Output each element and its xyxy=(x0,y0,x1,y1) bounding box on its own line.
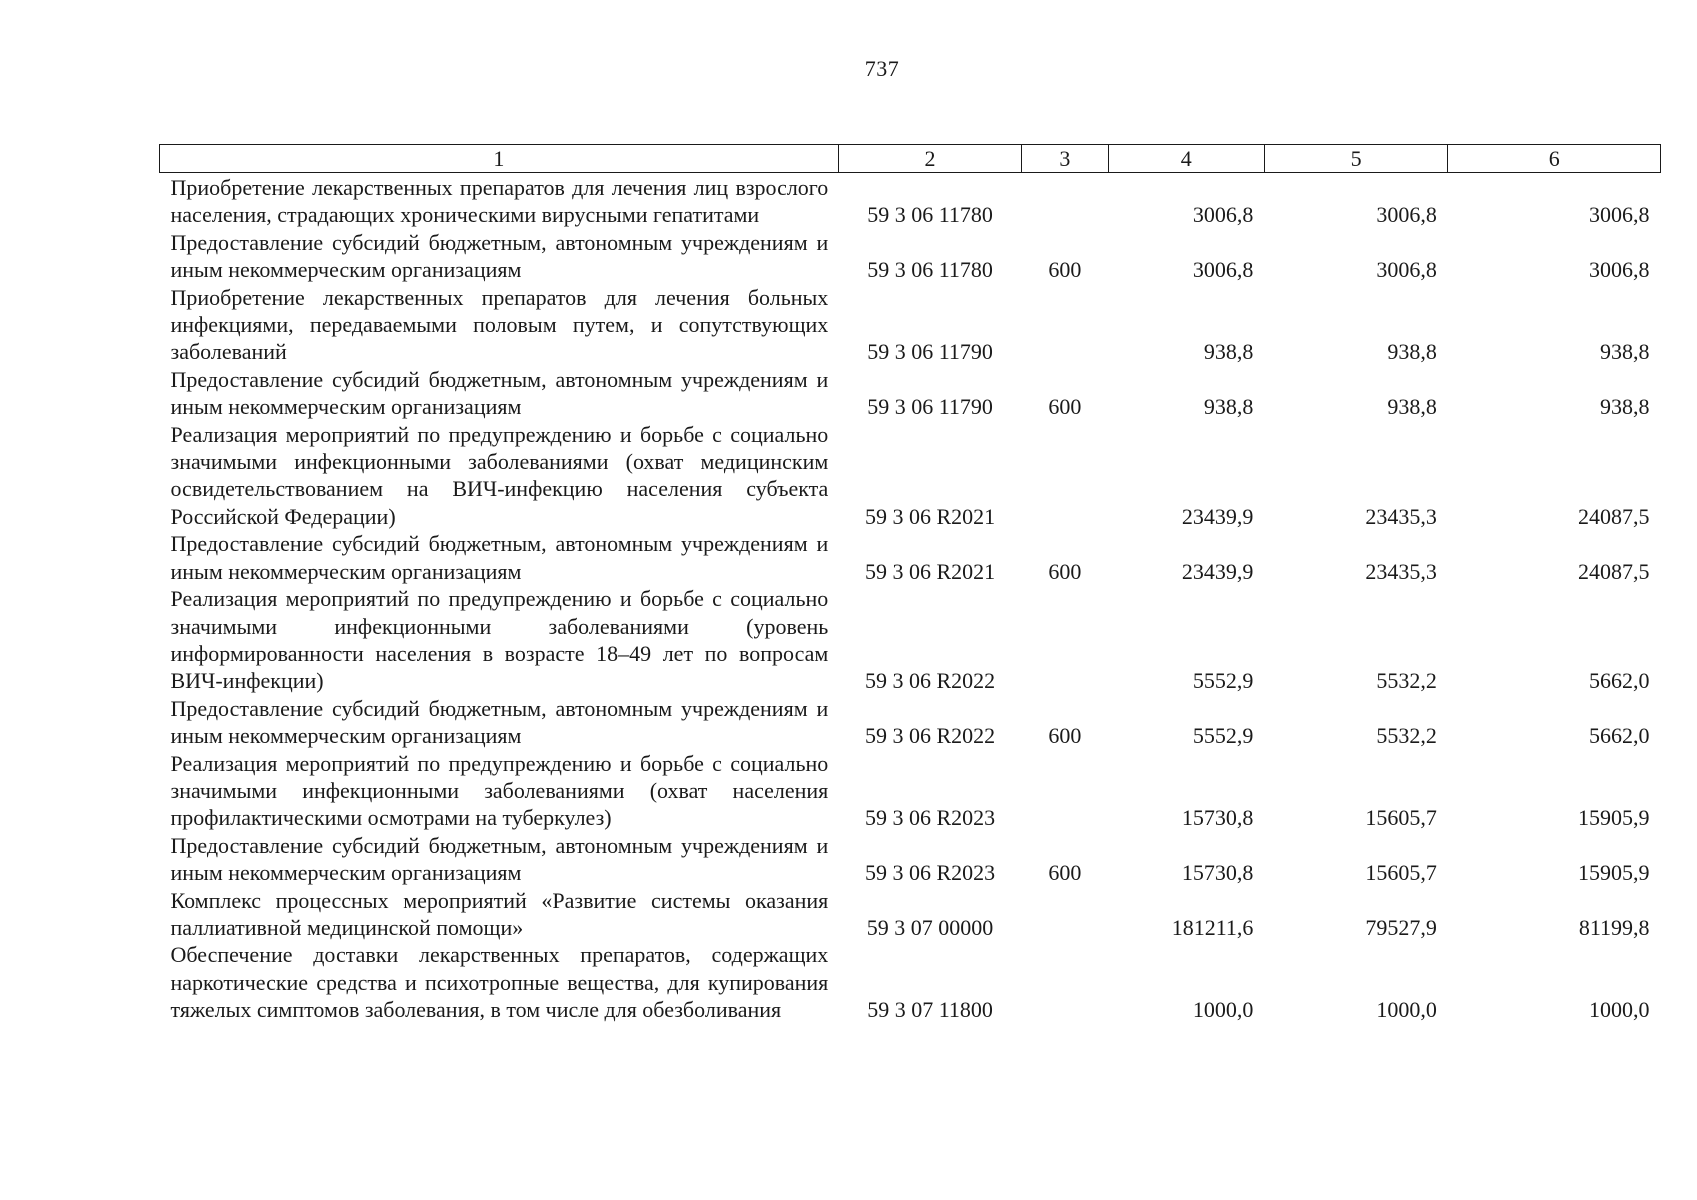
row-value-col6: 24087,5 xyxy=(1578,503,1650,529)
row-expense-type xyxy=(1022,750,1108,832)
row-value-col4: 938,8 xyxy=(1203,339,1254,365)
row-value-col4: 23439,9 xyxy=(1181,558,1254,584)
table-row xyxy=(160,421,1661,531)
row-value-col6: 5662,0 xyxy=(1589,723,1650,749)
row-name: Предоставление субсидий бюджетным, автономным учреждениям и иным некоммерческим организациям xyxy=(170,229,829,283)
row-expense-type: 600 xyxy=(1048,558,1082,584)
row-expense-type xyxy=(1022,284,1108,366)
row-name: Реализация мероприятий по предупреждению и борьбе с социально значимыми инфекционными заболеваниями (уровень информированности населения в возрасте 18–49 лет по вопросам ВИЧ-инфекции) xyxy=(170,586,829,694)
row-value-col6: 15905,9 xyxy=(1578,860,1650,886)
row-value-col5: 1000,0 xyxy=(1376,997,1437,1023)
row-name: Предоставление субсидий бюджетным, автономным учреждениям и иным некоммерческим организациям xyxy=(170,832,829,886)
row-expense-type xyxy=(1022,421,1108,531)
row-name: Реализация мероприятий по предупреждению и борьбе с социально значимыми инфекционными заболеваниями (охват медицинским освидетельствованием на ВИЧ-инфекцию населения субъекта Российской Федерации) xyxy=(170,421,829,529)
row-expense-type: 600 xyxy=(1048,723,1082,749)
row-value-col5: 23435,3 xyxy=(1365,558,1437,584)
row-value-col4: 15730,8 xyxy=(1181,860,1254,886)
row-code: 59 3 07 11800 xyxy=(867,997,993,1023)
row-value-col5: 5532,2 xyxy=(1376,723,1437,749)
table-row xyxy=(160,887,1661,942)
row-code: 59 3 06 R2023 xyxy=(864,805,996,831)
row-value-col6: 81199,8 xyxy=(1578,914,1650,940)
row-name: Обеспечение доставки лекарственных препаратов, содержащих наркотические средства и психотропные вещества, для купирования тяжелых симптомов заболевания, в том числе для обезболивания xyxy=(170,942,829,1023)
row-code: 59 3 06 R2023 xyxy=(864,860,996,886)
column-header-1: 1 xyxy=(160,145,839,173)
row-value-col4: 23439,9 xyxy=(1181,503,1254,529)
row-value-col6: 15905,9 xyxy=(1578,805,1650,831)
row-code: 59 3 06 R2021 xyxy=(864,558,996,584)
row-value-col6: 3006,8 xyxy=(1589,202,1650,228)
row-value-col5: 3006,8 xyxy=(1376,257,1437,283)
row-value-col6: 938,8 xyxy=(1600,394,1650,420)
column-header-4: 4 xyxy=(1108,145,1264,173)
row-name: Приобретение лекарственных препаратов для лечения лиц взрослого населения, страдающих хроническими вирусными гепатитами xyxy=(170,175,829,228)
row-value-col6: 24087,5 xyxy=(1578,558,1650,584)
row-value-col4: 5552,9 xyxy=(1192,668,1254,694)
page-number: 737 xyxy=(864,56,900,81)
row-expense-type xyxy=(1022,887,1108,942)
row-expense-type: 600 xyxy=(1048,394,1082,420)
row-name: Реализация мероприятий по предупреждению и борьбе с социально значимыми инфекционными заболеваниями (охват населения профилактическими осмотрами на туберкулез) xyxy=(170,750,829,831)
row-expense-type xyxy=(1022,173,1108,229)
row-name: Предоставление субсидий бюджетным, автономным учреждениям и иным некоммерческим организациям xyxy=(170,695,829,749)
row-code: 59 3 06 R2021 xyxy=(864,503,996,529)
row-value-col5: 23435,3 xyxy=(1365,503,1437,529)
row-value-col6: 5662,0 xyxy=(1589,668,1650,694)
row-code: 59 3 06 11790 xyxy=(867,339,993,365)
row-code: 59 3 06 11790 xyxy=(867,394,993,420)
row-name: Предоставление субсидий бюджетным, автономным учреждениям и иным некоммерческим организациям xyxy=(170,366,829,420)
column-number-row xyxy=(160,145,1661,173)
row-name: Комплекс процессных мероприятий «Развитие системы оказания паллиативной медицинской помощи» xyxy=(170,887,829,940)
row-name: Приобретение лекарственных препаратов для лечения больных инфекциями, передаваемыми половым путем, и сопутствующих заболеваний xyxy=(170,284,829,365)
row-value-col5: 79527,9 xyxy=(1365,914,1437,940)
row-value-col6: 938,8 xyxy=(1600,339,1650,365)
row-value-col4: 15730,8 xyxy=(1181,805,1254,831)
row-value-col5: 3006,8 xyxy=(1376,202,1437,228)
row-name: Предоставление субсидий бюджетным, автономным учреждениям и иным некоммерческим организациям xyxy=(170,531,829,584)
row-expense-type xyxy=(1022,941,1108,1023)
row-value-col6: 3006,8 xyxy=(1589,257,1650,283)
table-header xyxy=(160,145,1661,173)
column-header-2: 2 xyxy=(838,145,1021,173)
table-row xyxy=(160,832,1661,887)
row-code: 59 3 06 R2022 xyxy=(864,723,996,749)
table-row xyxy=(160,366,1661,421)
table-row xyxy=(160,284,1661,366)
column-header-5: 5 xyxy=(1264,145,1447,173)
row-value-col4: 181211,6 xyxy=(1171,914,1254,940)
row-value-col5: 938,8 xyxy=(1387,339,1437,365)
row-expense-type: 600 xyxy=(1048,860,1082,886)
table-row xyxy=(160,173,1661,229)
row-code: 59 3 06 R2022 xyxy=(864,668,996,694)
column-header-3: 3 xyxy=(1022,145,1108,173)
budget-table xyxy=(159,144,1661,1024)
table-row xyxy=(160,941,1661,1023)
row-code: 59 3 07 00000 xyxy=(866,914,994,940)
row-code: 59 3 06 11780 xyxy=(867,202,993,228)
row-value-col5: 5532,2 xyxy=(1376,668,1437,694)
row-code: 59 3 06 11780 xyxy=(867,257,993,283)
row-value-col4: 938,8 xyxy=(1203,394,1254,420)
table-row xyxy=(160,585,1661,695)
table-row xyxy=(160,750,1661,832)
row-value-col4: 3006,8 xyxy=(1192,257,1254,283)
table-row xyxy=(160,229,1661,284)
row-value-col4: 3006,8 xyxy=(1192,202,1254,228)
row-value-col6: 1000,0 xyxy=(1589,997,1650,1023)
row-value-col4: 5552,9 xyxy=(1192,723,1254,749)
row-expense-type: 600 xyxy=(1048,257,1082,283)
column-header-6: 6 xyxy=(1448,145,1661,173)
row-value-col5: 15605,7 xyxy=(1365,860,1437,886)
row-expense-type xyxy=(1022,585,1108,695)
table-row xyxy=(160,695,1661,750)
row-value-col4: 1000,0 xyxy=(1192,997,1254,1023)
row-value-col5: 938,8 xyxy=(1387,394,1437,420)
table-body xyxy=(160,173,1661,1024)
table-row xyxy=(160,530,1661,585)
row-value-col5: 15605,7 xyxy=(1365,805,1437,831)
